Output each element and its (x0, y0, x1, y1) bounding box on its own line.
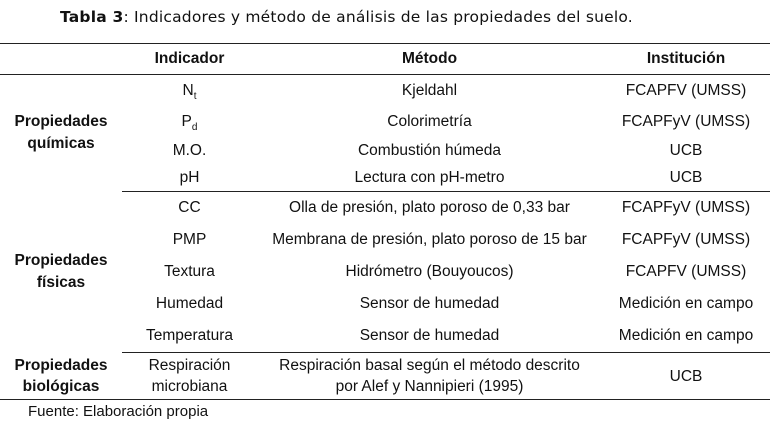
method-cell: Combustión húmeda (357, 141, 502, 159)
institution-cell: Medición en campo (602, 320, 770, 353)
method-cell: Membrana de presión, plato poroso de 15 bar (272, 231, 587, 248)
institution-cell: UCB (602, 353, 770, 400)
method-cell: Lectura con pH-metro (257, 164, 602, 192)
table-row (0, 75, 770, 107)
indicator-cell: Textura (164, 263, 215, 280)
institution-cell: FCAPFV (UMSS) (625, 263, 747, 280)
caption-label: Tabla 3 (60, 8, 124, 26)
group-label-line: Propiedades (14, 252, 108, 269)
method-cell: Hidrómetro (Bouyoucos) (345, 263, 514, 280)
method-cell: Kjeldahl (401, 81, 458, 99)
method-cell: Respiración basal según el método descrito por Alef y Nannipieri (1995) (257, 353, 602, 400)
group-label-line: químicas (27, 135, 95, 153)
group-label-line: físicas (36, 274, 86, 291)
indicator-cell: $N_t$ (182, 81, 197, 102)
method-cell: Olla de presión, plato poroso de 0,33 bar (289, 199, 570, 216)
group-label-line: Propiedades (14, 113, 108, 131)
institution-cell: UCB (602, 164, 770, 192)
group-label-quimicas (0, 75, 122, 192)
table-caption (60, 8, 633, 26)
institution-cell: FCAPFyV (UMSS) (621, 112, 751, 130)
institution-cell: FCAPFV (UMSS) (625, 81, 747, 99)
caption-title: : Indicadores y método de análisis de las propiedades del suelo. (123, 8, 633, 26)
header-indicator: Indicador (122, 44, 257, 75)
institution-cell: Medición en campo (618, 295, 754, 312)
indicator-cell: $P_d$ (181, 112, 198, 133)
indicator-cell: CC (178, 199, 201, 216)
indicator-cell: pH (122, 164, 257, 192)
table-row (0, 353, 770, 400)
indicator-cell: Temperatura (122, 320, 257, 353)
group-label-line: Propiedades (14, 356, 108, 374)
institution-cell: FCAPFyV (UMSS) (621, 199, 751, 216)
method-cell: Sensor de humedad (257, 320, 602, 353)
indicator-cell: Humedad (155, 295, 224, 312)
method-cell: Colorimetría (387, 112, 472, 130)
group-label-fisicas (0, 192, 122, 353)
header-institution: Institución (602, 44, 770, 75)
table-header-row (0, 44, 770, 75)
indicator-cell: Respiración microbiana (122, 353, 257, 400)
institution-cell: UCB (669, 141, 703, 159)
indicator-cell: PMP (172, 231, 207, 248)
group-label-biologicas (0, 353, 122, 400)
soil-properties-table (0, 43, 770, 400)
indicator-cell: M.O. (172, 141, 207, 159)
table-row (0, 192, 770, 225)
source-note: Fuente: Elaboración propia (28, 403, 209, 420)
method-cell: Sensor de humedad (359, 295, 500, 312)
header-method: Método (257, 44, 602, 75)
institution-cell: FCAPFyV (UMSS) (621, 231, 751, 248)
header-group (0, 44, 122, 75)
group-label-line: biológicas (22, 377, 100, 395)
